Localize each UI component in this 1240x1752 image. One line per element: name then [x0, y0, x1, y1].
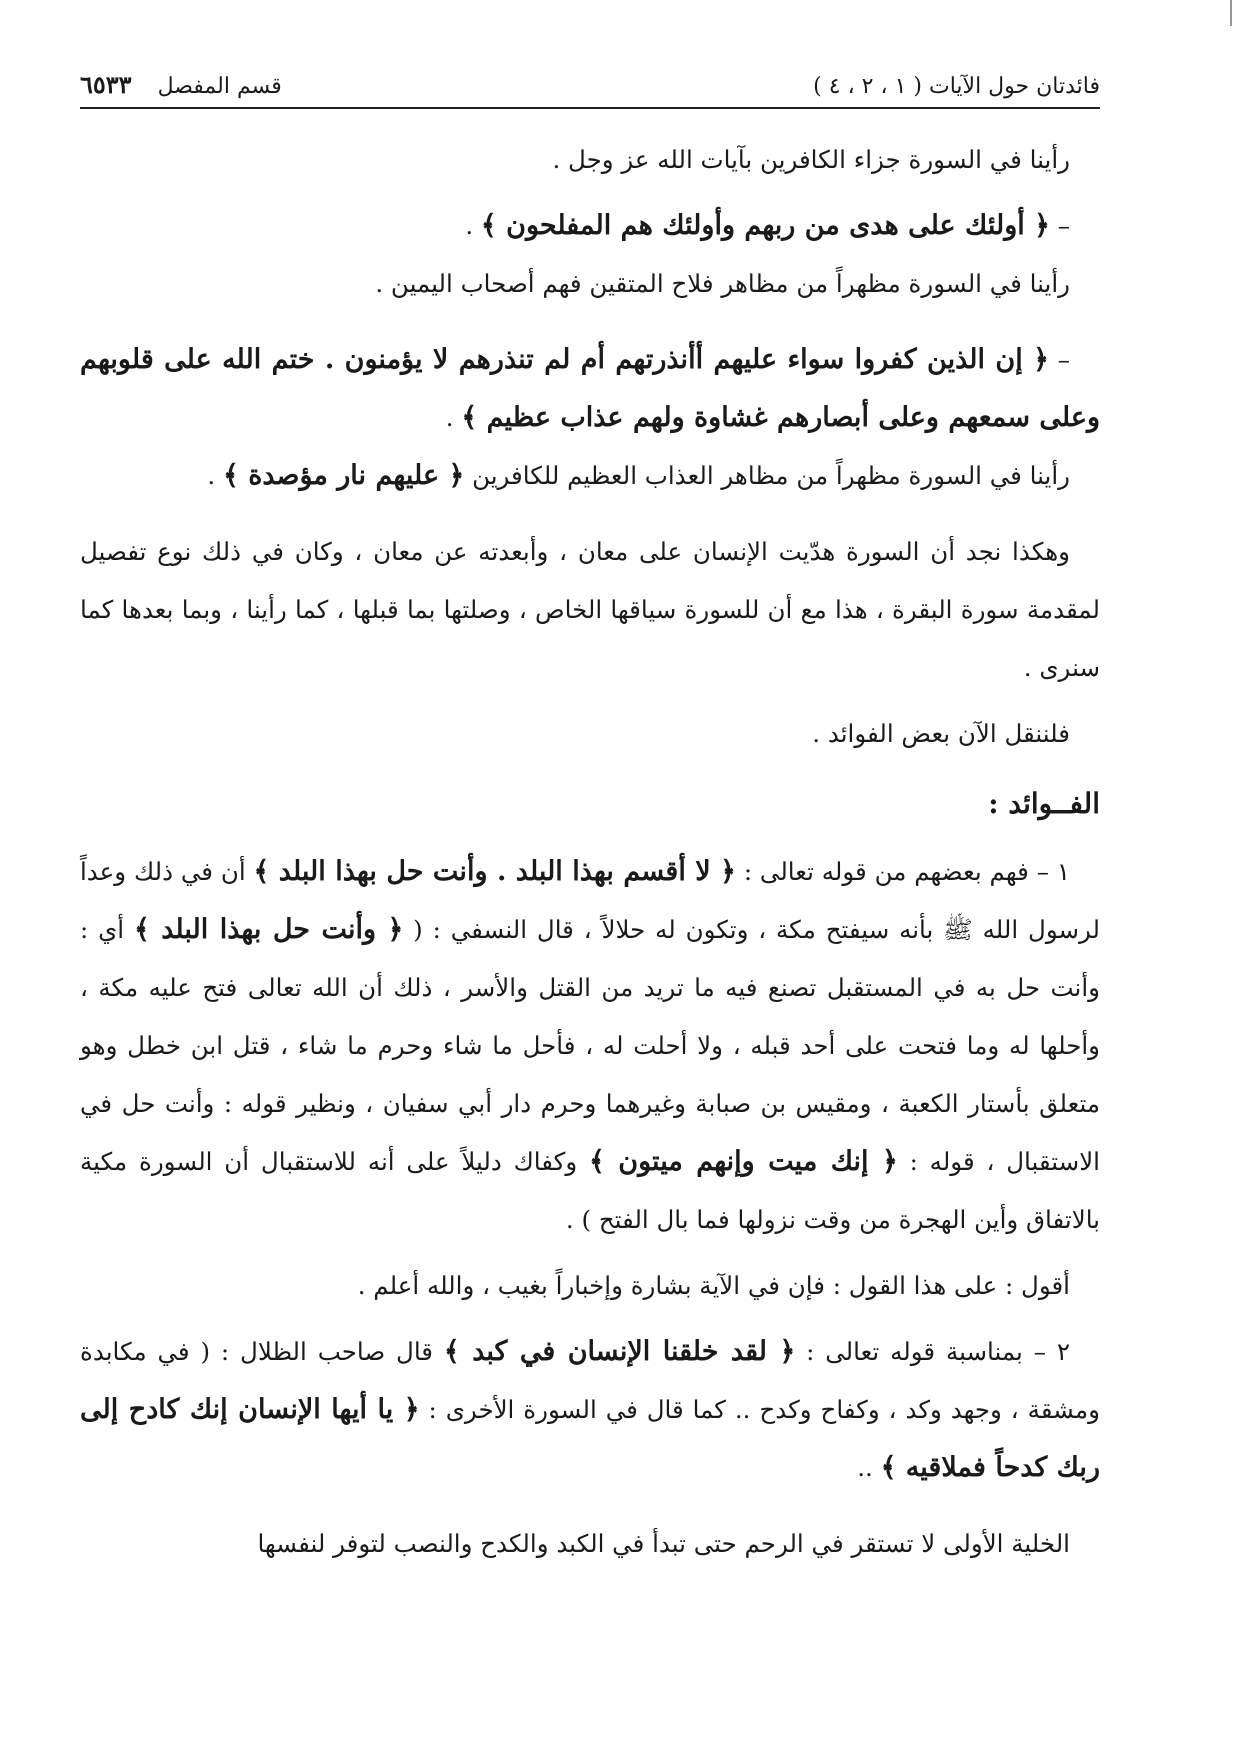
paragraph-text: فلننقل الآن بعض الفوائد .: [812, 719, 1070, 748]
paragraph-text: قال صاحب الظلال : ( في مكابدة ومشقة ، وجهد وكد ، وكفاح وكدح .. كما قال في السورة الأخرى :: [80, 1337, 1100, 1424]
dash-marker: –: [1048, 345, 1070, 374]
paragraph-great-punishment: [80, 447, 1100, 505]
page-edge-mark: [1230, 0, 1232, 26]
benefit-1: [80, 843, 1100, 1249]
quran-verse: ﴿ لا أقسم بهذا البلد . وأنت حل بهذا البلد ﴾: [253, 856, 736, 887]
dash-marker: –: [1049, 211, 1070, 240]
paragraph-text: أن في ذلك وعداً لرسول الله ﷺ بأنه سيفتح مكة ، وتكون له حلالاً ، قال النسفي : (: [80, 857, 1100, 944]
running-header: [80, 70, 1100, 109]
paragraph-text: رأينا في السورة مظهراً من مظاهر العذاب العظيم للكافرين: [464, 461, 1070, 490]
benefit-2: [80, 1323, 1100, 1497]
quran-verse: ﴿ عليهم نار مؤصدة ﴾: [222, 460, 465, 491]
book-page: [80, 70, 1100, 1573]
punctuation: .: [207, 461, 223, 490]
benefits-heading: الفــوائد :: [988, 787, 1100, 820]
paragraph-text: أي : وأنت حل به في المستقبل تصنع فيه ما تريد من القتل والأسر ، ذلك أن الله تعالى فتح عليه مكة ، وأحلها له وما فتحت على أحد قبله ، ولا أحلت له ، فأحل ما شاء وحرم ما شاء ، قتل ابن خطل وهو متعلق بأستار الكعبة ، ومقيس بن صبابة وغيرهما وحرم دار أبي سفيان ، ونظير قوله : وأنت حل في الاستقبال ، قوله :: [80, 915, 1100, 1176]
paragraph-text: الخلية الأولى لا تستقر في الرحم حتى تبدأ في الكبد والكدح والنصب لتوفر لنفسها: [257, 1529, 1070, 1558]
page-number: ٦٥٣٣: [80, 70, 132, 99]
paragraph-text: فهم بعضهم من قوله تعالى :: [735, 857, 1029, 886]
quran-verse: ﴿ وأنت حل بهذا البلد ﴾: [133, 914, 404, 945]
paragraph-text: بمناسبة قوله تعالى :: [795, 1337, 1023, 1366]
punctuation: .: [445, 403, 462, 432]
benefit-1-note: [80, 1257, 1100, 1315]
quran-verse: ﴿ لقد خلقنا الإنسان في كبد ﴾: [443, 1336, 796, 1367]
benefit-number: ٢ –: [1022, 1337, 1070, 1366]
benefit-2-continuation: [80, 1515, 1100, 1573]
verse-line-kafaru: [80, 331, 1100, 447]
benefit-number: ١ –: [1028, 857, 1070, 886]
paragraph-text: ..: [857, 1453, 881, 1482]
paragraph-disbelievers-recompense: [80, 131, 1100, 189]
paragraph-righteous-success: [80, 255, 1100, 313]
punctuation: .: [465, 211, 481, 240]
quran-verse: ﴿ أولئك على هدى من ربهم وأولئك هم المفلحون ﴾: [480, 210, 1050, 241]
header-left-group: [80, 70, 282, 99]
quran-verse: ﴿ يا أيها الإنسان إنك كادح إلى ربك كدحاً فملاقيه ﴾: [80, 1394, 1100, 1483]
paragraph-summary: [80, 523, 1100, 697]
running-title: فائدتان حول الآيات ( ١ ، ٢ ، ٤ ): [813, 74, 1100, 99]
section-title: قسم المفصل: [157, 74, 282, 99]
paragraph-text: رأينا في السورة جزاء الكافرين بآيات الله عز وجل .: [552, 145, 1070, 174]
paragraph-text: أقول : على هذا القول : فإن في الآية بشارة وإخباراً بغيب ، والله أعلم .: [357, 1271, 1070, 1300]
quran-verse: ﴿ إن الذين كفروا سواء عليهم أأنذرتهم أم لم تنذرهم لا يؤمنون . ختم الله على قلوبهم وعلى سمعهم وعلى أبصارهم غشاوة ولهم عذاب عظيم ﴾: [80, 344, 1100, 433]
paragraph-text: وكفاك دليلاً على أنه للاستقبال أن السورة مكية بالاتفاق وأين الهجرة من وقت نزولها فما بال الفتح ) .: [80, 1147, 1100, 1234]
paragraph-text: رأينا في السورة مظهراً من مظاهر فلاح المتقين فهم أصحاب اليمين .: [375, 269, 1070, 298]
verse-line-muflihun: [80, 197, 1100, 255]
paragraph-transition: [80, 705, 1100, 763]
quran-verse: ﴿ إنك ميت وإنهم ميتون ﴾: [589, 1146, 898, 1177]
paragraph-text: وهكذا نجد أن السورة هدّيت الإنسان على معان ، وأبعدته عن معان ، وكان في ذلك نوع تفصيل لمقدمة سورة البقرة ، هذا مع أن للسورة سياقها الخاص ، وصلتها بما قبلها ، كما رأينا ، وبما بعدها كما سنرى .: [80, 537, 1100, 682]
